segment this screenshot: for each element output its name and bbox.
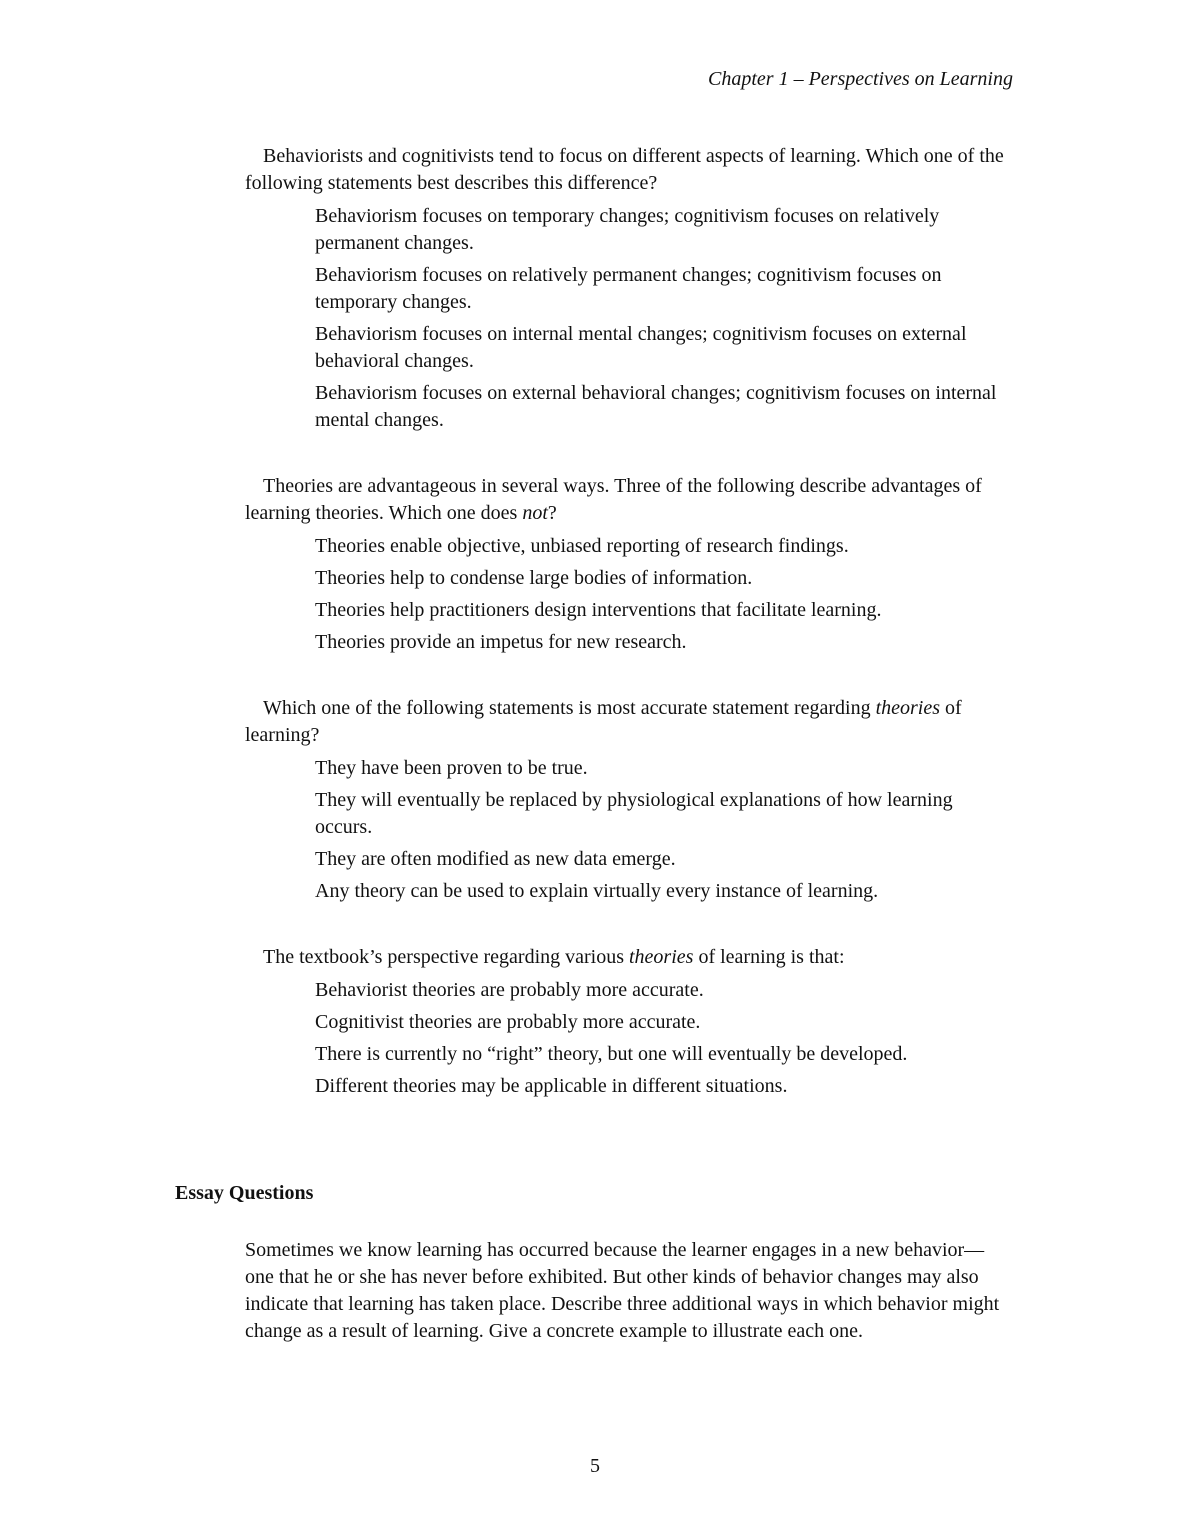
question-stem — [245, 473, 1013, 527]
answer-option: Theories enable objective, unbiased reporting of research findings. — [315, 535, 849, 557]
page-content — [175, 143, 1013, 1345]
answer-option: Any theory can be used to explain virtually every instance of learning. — [315, 880, 879, 902]
answer-option: Behaviorism focuses on relatively permanent changes; cognitivism focuses on temporary changes. — [315, 264, 942, 313]
answer-option: Theories help practitioners design interventions that facilitate learning. — [315, 599, 882, 621]
question-stem — [245, 695, 1013, 749]
question-block-4 — [245, 944, 1013, 1100]
question-stem — [245, 143, 1013, 197]
question-block-3 — [245, 695, 1013, 905]
answer-option: Theories provide an impetus for new research. — [315, 631, 687, 653]
answer-option: Cognitivist theories are probably more accurate. — [315, 1011, 701, 1033]
question-stem — [245, 944, 1013, 971]
answer-option: They have been proven to be true. — [315, 757, 588, 779]
answer-option: They are often modified as new data emerge. — [315, 848, 676, 870]
essay-question-text: Sometimes we know learning has occurred because the learner engages in a new behavior—one that he or she has never before exhibited. But other kinds of behavior changes may also indicate that learning has taken place. Describe three additional ways in which behavior might change as a result of learning. Give a concrete example to illustrate each one. — [245, 1239, 1000, 1342]
stem-text: Which one of the following statements is most accurate statement regarding — [263, 697, 876, 719]
page-header — [175, 66, 1013, 93]
stem-italic-text: theories — [629, 946, 694, 968]
stem-text: Theories are advantageous in several ways. Three of the following describe advantages of learning theories. Which one does — [245, 475, 982, 524]
answer-option: Behaviorism focuses on external behavioral changes; cognitivism focuses on internal mental changes. — [315, 382, 997, 431]
essay-questions-heading: Essay Questions — [175, 1182, 314, 1204]
stem-italic-text: theories — [875, 697, 941, 719]
stem-text: Behaviorists and cognitivists tend to focus on different aspects of learning. Which one of the following statements best describes this difference? — [245, 145, 1004, 194]
answer-option: Different theories may be applicable in different situations. — [315, 1075, 788, 1097]
question-block-1 — [245, 143, 1013, 434]
answer-option: Theories help to condense large bodies of information. — [315, 567, 753, 589]
stem-text: of learning? — [245, 697, 962, 746]
stem-text: of learning is that: — [693, 946, 845, 968]
answer-option: Behaviorism focuses on internal mental changes; cognitivism focuses on external behavioral changes. — [315, 323, 967, 372]
answer-option: Behaviorism focuses on temporary changes; cognitivism focuses on relatively permanent changes. — [315, 205, 940, 254]
stem-italic-text: not — [522, 502, 548, 524]
page-number: 5 — [590, 1455, 600, 1477]
answer-option: There is currently no “right” theory, but one will eventually be developed. — [315, 1043, 908, 1065]
answer-option: Behaviorist theories are probably more accurate. — [315, 979, 704, 1001]
answer-option: They will eventually be replaced by physiological explanations of how learning occurs. — [315, 789, 953, 838]
question-block-2 — [245, 473, 1013, 656]
stem-text: ? — [547, 502, 557, 524]
stem-text: The textbook’s perspective regarding various — [263, 946, 629, 968]
chapter-title: Chapter 1 – Perspectives on Learning — [708, 68, 1013, 90]
